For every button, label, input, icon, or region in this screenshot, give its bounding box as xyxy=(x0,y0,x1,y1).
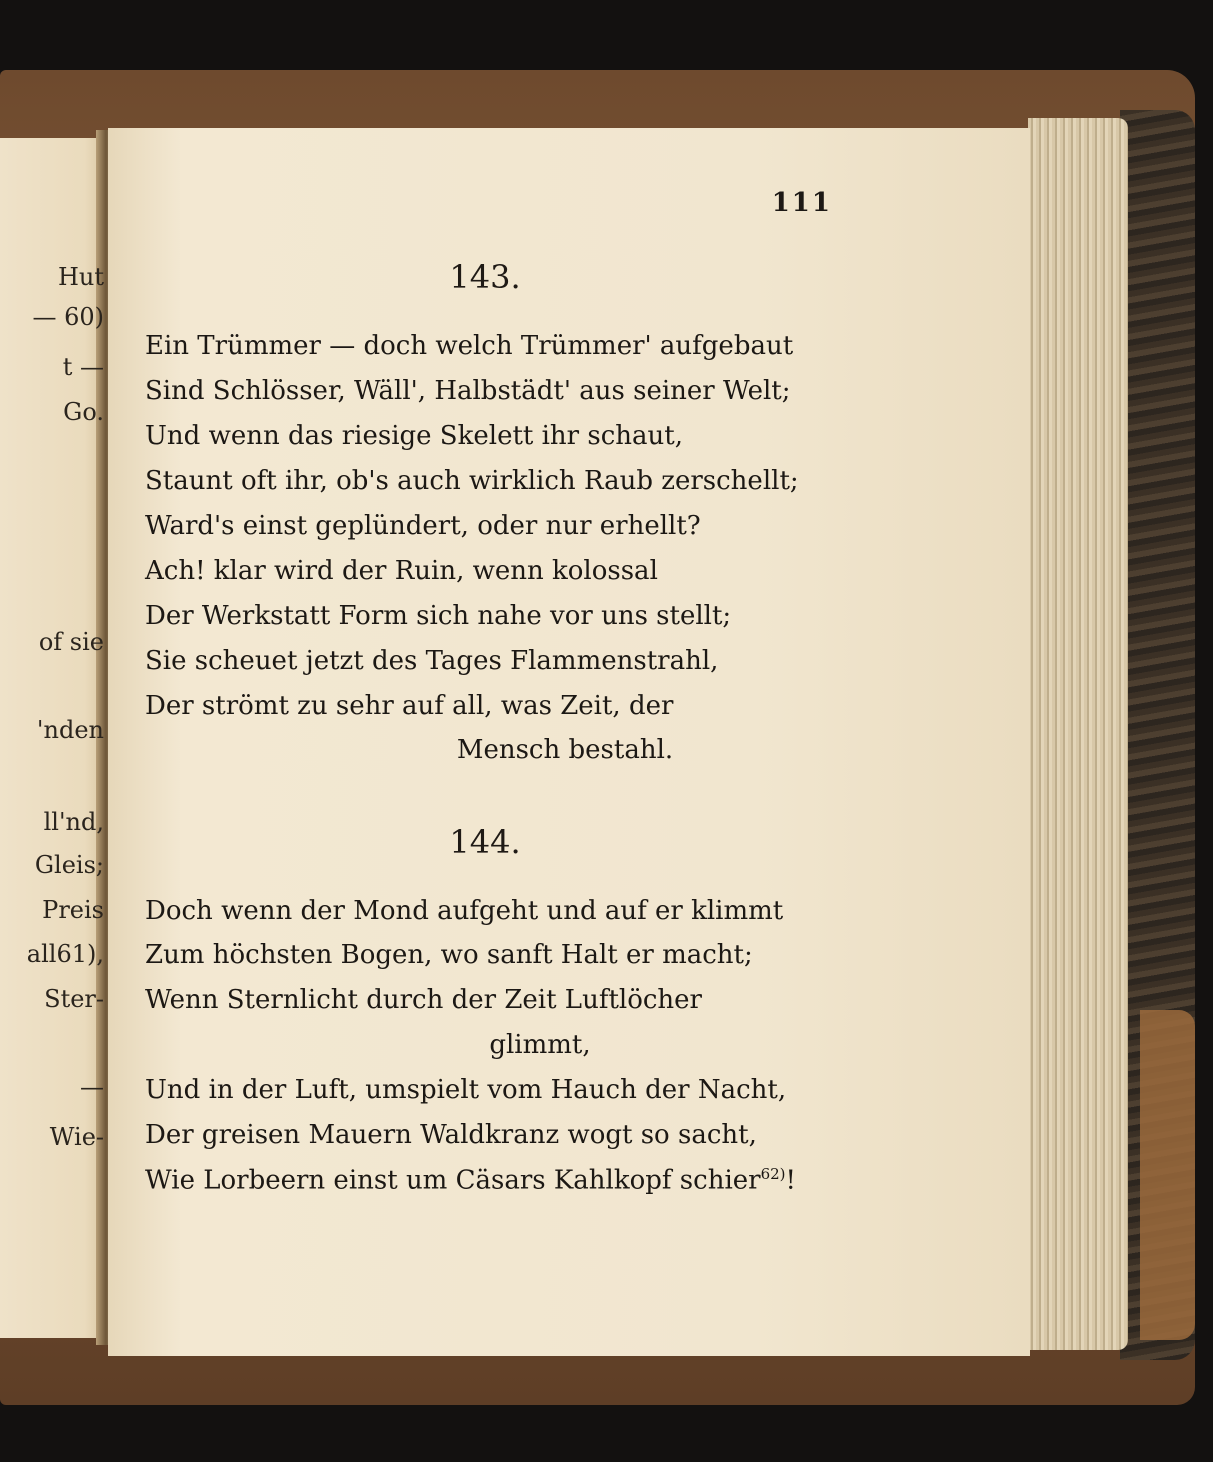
left-fragment: Gleis; xyxy=(34,853,104,877)
verse-line: Ein Trümmer — doch welch Trümmer' aufgebaut xyxy=(145,331,794,361)
verse-line: Wenn Sternlicht durch der Zeit Luftlöcher xyxy=(145,985,702,1015)
left-fragment: Wie- xyxy=(49,1125,104,1149)
left-fragment: t — xyxy=(62,355,104,379)
footnote-marker: 62) xyxy=(760,1165,786,1183)
verse-line: Sind Schlösser, Wäll', Halbstädt' aus seiner Welt; xyxy=(145,376,791,406)
left-fragment: Go. xyxy=(63,400,104,424)
verse-line-continuation: glimmt, xyxy=(489,1030,591,1060)
left-fragment: — xyxy=(80,1075,104,1099)
left-fragment: 'nden xyxy=(36,718,104,742)
left-fragment: Ster- xyxy=(44,987,104,1011)
stanza-number: 144. xyxy=(449,823,521,861)
spine-leather-patch xyxy=(1140,1010,1195,1340)
verse-line: Doch wenn der Mond aufgeht und auf er klimmt xyxy=(145,896,784,926)
left-fragment: — 60) xyxy=(32,305,104,329)
verse-line: Der greisen Mauern Waldkranz wogt so sacht, xyxy=(145,1120,757,1150)
verse-line: Sie scheuet jetzt des Tages Flammenstrahl, xyxy=(145,646,719,676)
left-fragment: of sie xyxy=(38,630,104,654)
verse-line: Und wenn das riesige Skelett ihr schaut, xyxy=(145,421,683,451)
verse-line: Und in der Luft, umspielt vom Hauch der Nacht, xyxy=(145,1075,787,1105)
left-fragment: Hut xyxy=(57,265,104,289)
verse-line: Zum höchsten Bogen, wo sanft Halt er macht; xyxy=(145,940,753,970)
verse-line: Ach! klar wird der Ruin, wenn kolossal xyxy=(145,556,658,586)
left-fragment: ll'nd, xyxy=(43,810,104,834)
verse-line-continuation: Mensch bestahl. xyxy=(456,735,674,765)
verse-line: Ward's einst geplündert, oder nur erhellt? xyxy=(145,511,701,541)
verse-line-final xyxy=(145,1167,833,1194)
page-number: 111 xyxy=(771,188,832,218)
left-fragment: Preis xyxy=(42,898,104,922)
stanza-number: 143. xyxy=(449,258,521,296)
page-edges xyxy=(1028,118,1128,1350)
verse-punctuation: ! xyxy=(785,1165,796,1196)
left-fragment: all61), xyxy=(26,942,104,966)
verse-line: Der strömt zu sehr auf all, was Zeit, der xyxy=(145,691,674,721)
verse-line: Der Werkstatt Form sich nahe vor uns stellt; xyxy=(145,601,732,631)
verse-line: Staunt oft ihr, ob's auch wirklich Raub zerschellt; xyxy=(145,466,799,496)
verse-text: Wie Lorbeern einst um Cäsars Kahlkopf schier xyxy=(145,1165,761,1196)
